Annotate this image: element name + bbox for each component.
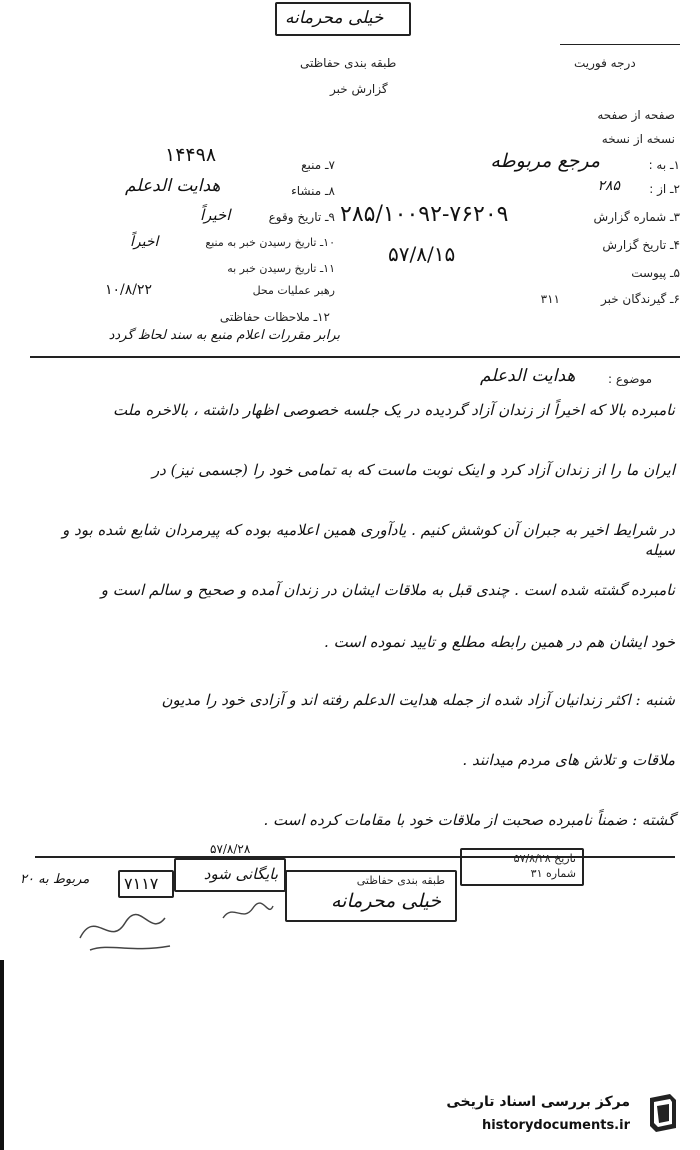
field-source-label: ۷ـ منبع — [301, 158, 335, 172]
field-ops-leader-value: ۱۰/۸/۲۲ — [105, 282, 153, 298]
margin-bar — [0, 960, 4, 1150]
body-line: شنبه : اکثر زندانیان آزاد شده از جمله هدایت الدعلم رفته اند و آزادی خود را مدیون — [161, 691, 675, 709]
field-from-label: ۲ـ از : — [649, 182, 680, 196]
initials-mark — [218, 898, 278, 928]
field-from-value: ۲۸۵ — [597, 178, 620, 194]
classification-stamp-label: طبقه بندی حفاظتی — [356, 874, 445, 887]
date-stamp-text: تاریخ ۵۷/۸/۲۸ — [513, 852, 576, 865]
classification-stamp — [285, 870, 457, 922]
field-to-label: ۱ـ به : — [648, 158, 680, 172]
notes-value: برابر مقررات اعلام منبع به سند لحاظ گردد — [108, 328, 340, 343]
body-line: نامبرده بالا که اخیراً از زندان آزاد گردیده در یک جلسه خصوصی اظهار داشته ، بالاخره ملت — [112, 401, 675, 419]
archive-stamp-date: ۵۷/۸/۲۸ — [210, 842, 251, 856]
reference-number: ۷۱۱۷ — [124, 874, 159, 893]
field-occurrence-value: اخیراً — [200, 206, 231, 224]
report-type: گزارش خبر — [330, 82, 388, 96]
date-stamp-sub: شماره ۳۱ — [530, 867, 576, 880]
body-line: خود ایشان هم در همین رابطه مطلع و تایید نموده است . — [324, 633, 675, 651]
body-line: در شرایط اخیر به جبران آن کوشش کنیم . یادآوری همین اعلامیه بوده که پیرمردان شایع شده بود و سیله — [62, 521, 675, 559]
footer-org-name: مرکز بررسی اسناد تاریخی — [446, 1094, 630, 1110]
field-source-receipt-label: ۱۰ـ تاریخ رسیدن خبر به منبع — [205, 236, 335, 249]
field-origin-value: هدایت الدعلم — [125, 176, 221, 196]
subject-label: موضوع : — [608, 372, 653, 386]
page-count: صفحه از صفحه — [597, 108, 675, 122]
field-report-number-value: ۲۸۵/۱۰۰۹۲-۷۶۲۰۹ — [340, 202, 509, 227]
archive-stamp-text: بایگانی شود — [203, 865, 278, 883]
date-stamp — [460, 848, 584, 886]
footer-website: historydocuments.ir — [481, 1118, 630, 1133]
classification-stamp-value: خیلی محرمانه — [330, 890, 441, 912]
top-stamp-text: خیلی محرمانه — [285, 8, 384, 28]
field-recipients-value: ۳۱۱ — [540, 292, 560, 306]
archive-logo-icon — [646, 1092, 680, 1134]
copy-count: نسخه از نسخه — [601, 132, 675, 146]
body-line: گشته : ضمناً نامبرده صحبت از ملاقات خود با مقامات کرده است . — [263, 811, 675, 829]
priority-label: درجه فوریت — [574, 56, 636, 70]
footer-watermark — [410, 1088, 690, 1144]
field-origin-label: ۸ـ منشاء — [291, 184, 335, 198]
reference-note: مربوط به ۲۰ — [20, 872, 90, 887]
field-attachment-label: ۵ـ پیوست — [631, 266, 680, 280]
body-line: نامبرده گشته شده است . چندی قبل به ملاقات ایشان در زندان آمده و صحیح و سالم است و — [100, 581, 675, 599]
field-occurrence-label: ۹ـ تاریخ وقوع — [268, 210, 335, 224]
field-source-value: ۱۴۴۹۸ — [165, 144, 217, 166]
notes-label: ۱۲ـ ملاحظات حفاظتی — [219, 310, 330, 324]
priority-line — [560, 44, 680, 45]
top-classification-stamp — [275, 2, 411, 36]
field-report-date-label: ۴ـ تاریخ گزارش — [602, 238, 680, 252]
field-to-value: مرجع مربوطه — [490, 150, 600, 172]
subject-value: هدایت الدعلم — [480, 366, 576, 386]
field-recipients-label: ۶ـ گیرندگان خبر — [600, 292, 680, 306]
field-report-date-value: ۵۷/۸/۱۵ — [388, 242, 456, 266]
body-line: ملاقات و تلاش های مردم میدانند . — [462, 751, 675, 769]
field-report-number-label: ۳ـ شماره گزارش — [593, 210, 680, 224]
section-divider — [30, 356, 680, 358]
field-ops-leader-label: رهبر عملیات محل — [252, 284, 335, 297]
reference-number-box — [118, 870, 174, 898]
field-receipt-label: ۱۱ـ تاریخ رسیدن خبر به — [227, 262, 335, 275]
classification-label: طبقه بندی حفاظتی — [300, 56, 397, 70]
field-source-receipt-value: اخیراً — [130, 234, 159, 250]
archive-stamp — [174, 858, 286, 892]
signature-mark — [70, 898, 190, 958]
body-line: ایران ما را از زندان آزاد کرد و اینک نوبت ماست که به تمامی خود را (جسمی نیز) در — [151, 461, 675, 479]
